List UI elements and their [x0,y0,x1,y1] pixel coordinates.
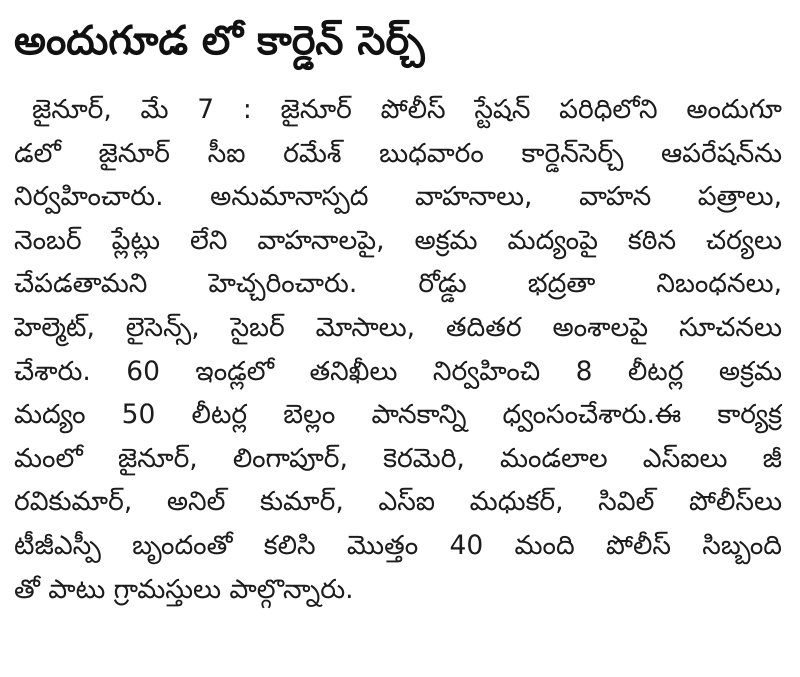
article-body-line: జైనూర్, మే 7 : జైనూర్ పోలీస్ స్టేషన్ పరిధిలోని అందుగూ [32,94,782,125]
article-body-line: డలో జైనూర్ సీఐ రమేశ్ బుధవారం కార్డెన్‌సెర్చ్ ఆపరేషన్‌ను [14,137,782,169]
article-body-line: రవికుమార్, అనిల్ కుమార్, ఎస్ఐ మధుకర్, సివిల్ పోలీస్‌లు [14,486,782,518]
article-body-line: తో పాటు గ్రామస్తులు పాల్గొన్నారు. [14,573,354,605]
article-body-line: నిర్వహించారు. అనుమానాస్పద వాహనాలు, వాహన పత్రాలు, [14,181,782,213]
article-body [14,88,782,611]
article-body-line: మద్యం 50 లీటర్ల బెల్లం పానకాన్ని ధ్వంసంచేశారు.ఈ కార్యక్ర [14,399,782,431]
article-body-line: నెంబర్ ప్లేట్లు లేని వాహనాలపై, అక్రమ మద్యంపై కఠిన చర్యలు [14,224,782,256]
article-body-line: హెల్మెట్, లైసెన్స్, సైబర్ మోసాలు, తదితర అంశాలపై సూచనలు [14,311,782,343]
article-body-line: చేశారు. 60 ఇండ్లలో తనిఖీలు నిర్వహించి 8 లీటర్ల అక్రమ [14,355,782,387]
article-headline: అందుగూడ లో కార్డెన్ సెర్చ్ [14,18,425,64]
article-body-line: టీజీఎస్పీ బృందంతో కలిసి మొత్తం 40 మంది పోలీస్ సిబ్బంది [14,529,782,561]
article-body-line: చేపడతామని హెచ్చరించారు. రోడ్డు భద్రతా నిబంధనలు, [14,268,782,300]
article-body-line: మంలో జైనూర్, లింగాపూర్, కెరమెరి, మండలాల ఎస్‌ఐలు జీ [14,442,782,474]
